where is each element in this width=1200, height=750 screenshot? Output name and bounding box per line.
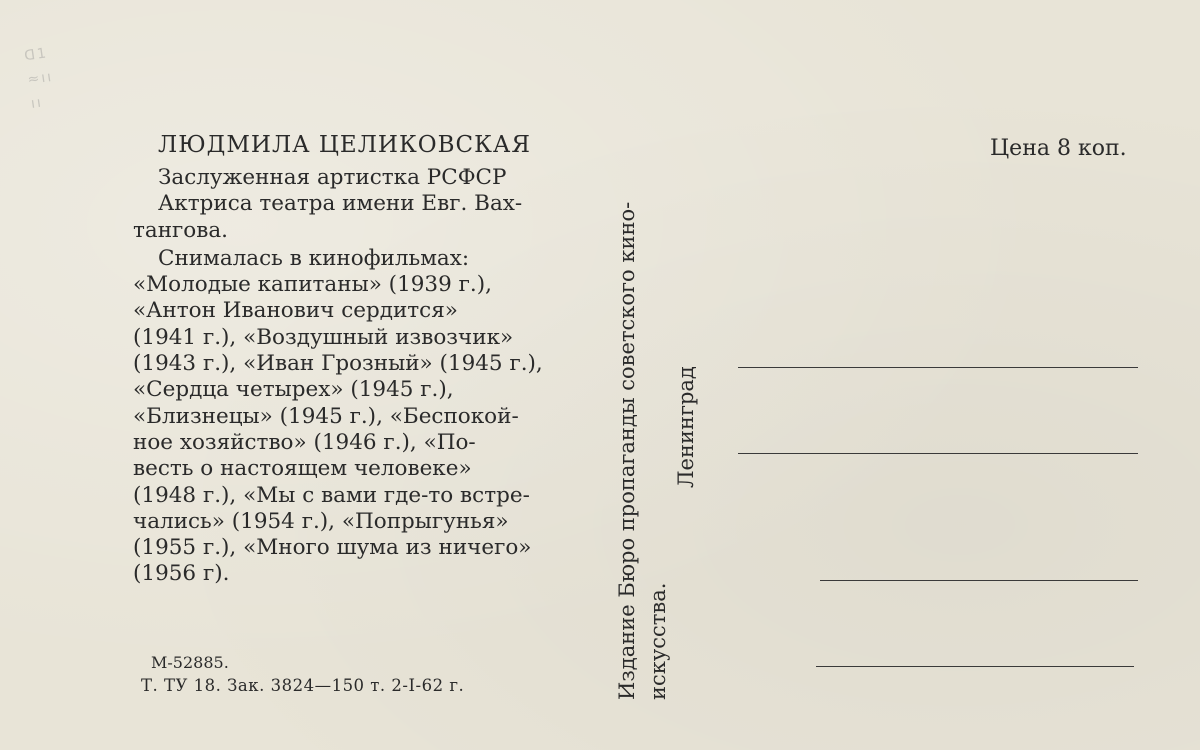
bio-line: «Молодые капитаны» (1939 г.), [133,272,492,298]
bio-line: весть о настоящем человеке» [133,456,472,482]
publisher-line: искусства. [646,582,670,700]
bio-line: (1948 г.), «Мы с вами где-то встре- [133,482,530,508]
bio-line: (1943 г.), «Иван Грозный» (1945 г.), [133,351,543,377]
bio-line: Снималась в кинофильмах: [158,245,470,271]
bio-line: (1955 г.), «Много шума из ничего» [133,535,532,561]
bio-line: чались» (1954 г.), «Попрыгунья» [133,508,509,534]
publisher-line: Издание Бюро пропаганды советского кино- [615,201,639,700]
bio-line: «Близнецы» (1945 г.), «Беспокой- [133,403,519,429]
bio-line: «Сердца четырех» (1945 г.), [133,377,454,403]
address-line [816,666,1134,667]
print-info: Т. ТУ 18. Зак. 3824—150 т. 2-I-62 г. [141,676,465,695]
address-line [738,453,1138,454]
bio-line: Заслуженная артистка РСФСР [158,165,507,190]
address-line [738,367,1138,368]
bio-line: ное хозяйство» (1946 г.), «По- [133,429,476,455]
address-line [820,580,1138,581]
bio-line: (1941 г.), «Воздушный извозчик» [133,324,514,350]
bio-line: тангова. [133,217,229,243]
bio-line: Актриса театра имени Евг. Вах- [158,191,523,217]
bio-line: (1956 г). [133,561,230,587]
order-number: М-52885. [151,653,229,672]
actress-name: ЛЮДМИЛА ЦЕЛИКОВСКАЯ [158,132,531,158]
biography [133,165,583,588]
bio-line: «Антон Иванович сердится» [133,298,458,324]
ink-smudge: ꓷ1 ≈ıı ıı [23,45,55,112]
price-label: Цена 8 коп. [990,136,1127,161]
city-label: Ленинград [674,366,698,488]
